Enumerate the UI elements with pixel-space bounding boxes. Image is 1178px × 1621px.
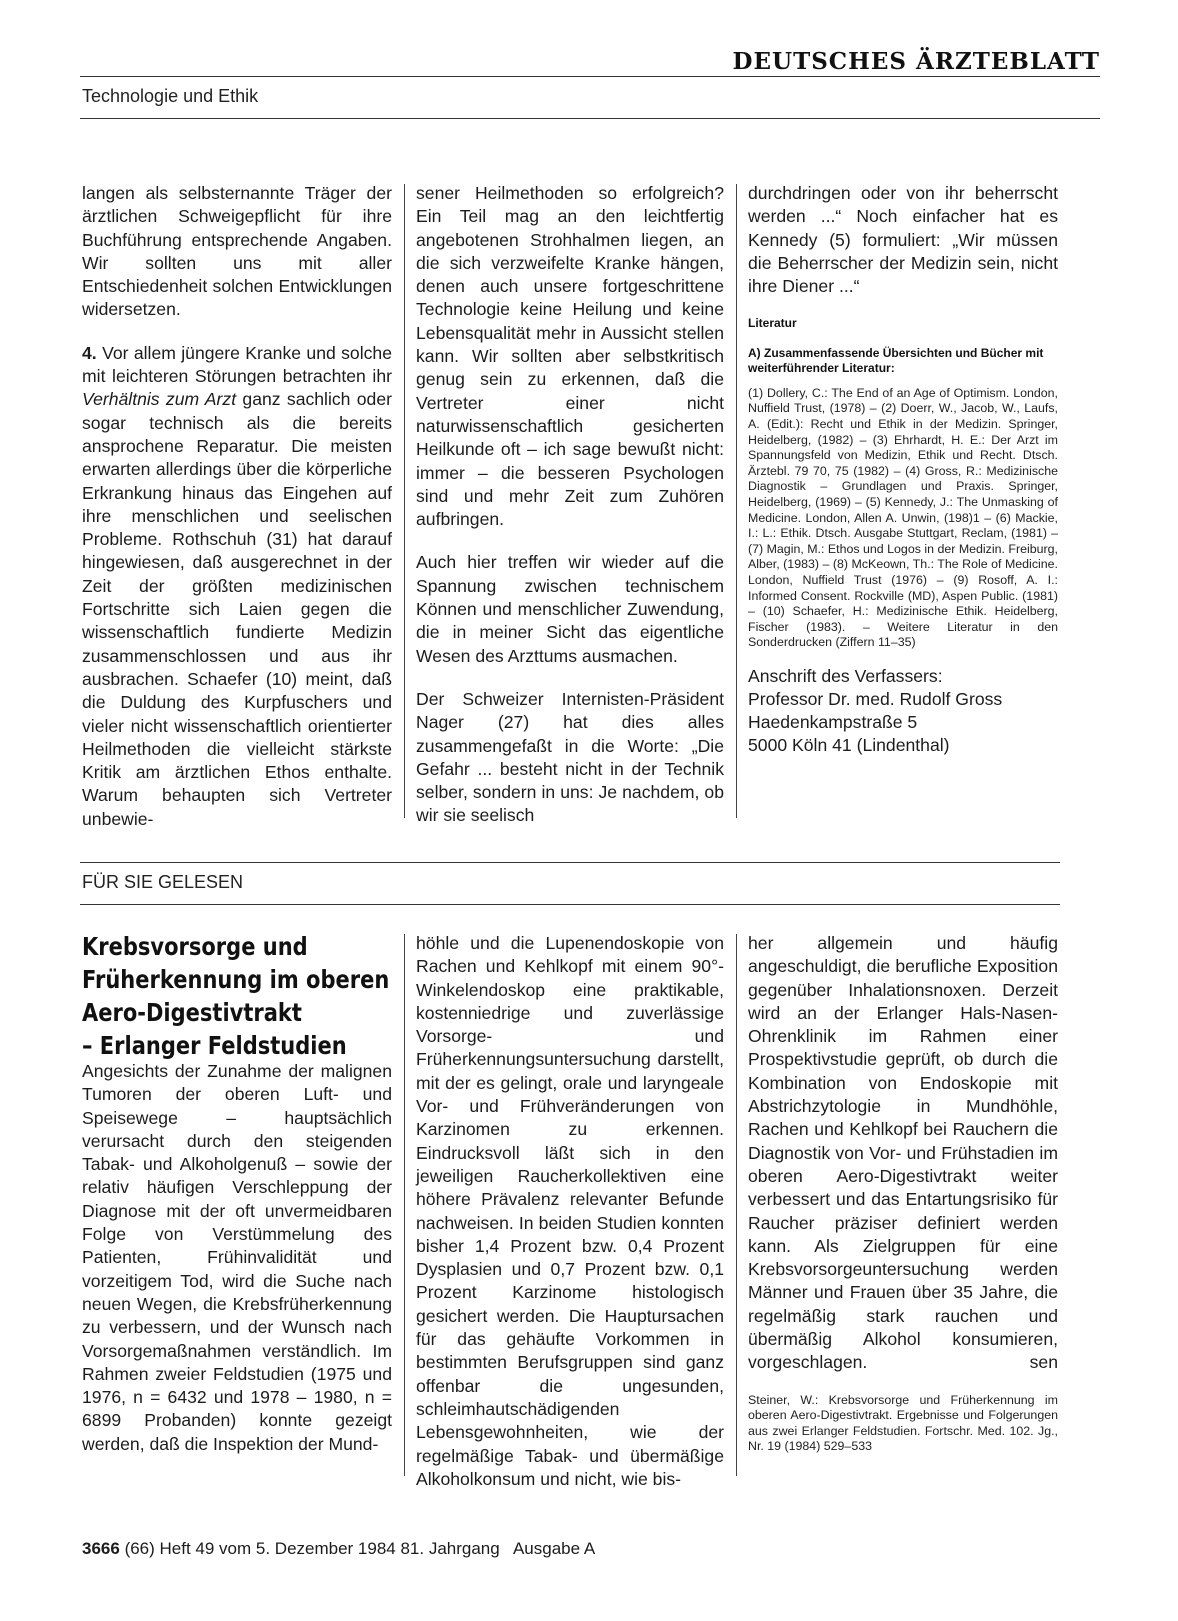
literature-subtitle: A) Zusammenfassende Übersichten und Bücher mit weiterführender Literatur:	[748, 345, 1044, 375]
article1-col2	[416, 182, 724, 848]
section2-label: FÜR SIE GELESEN	[82, 872, 244, 892]
literature-title: Literatur	[748, 316, 797, 331]
address-street: Haedenkampstraße 5	[748, 711, 918, 732]
address-label: Anschrift des Verfassers:	[748, 665, 943, 686]
literature-list: (1) Dollery, C.: The End of an Age of Optimism. London, Nuffield Trust, (1978) – (2) Doerr, W., Jacob, W., Laufs, A. (Edit.): Recht und Ethik in der Medizin. Springer, Heidelberg, (1982) – (3) Ehrhardt, H. E.: Der Arzt im Spannungsfeld von Medizin, Ethik und Recht. Dtsch. Ärztebl. 79 70, 75 (1982) – (4) Gross, R.: Medizinische Diagnostik – Grundlagen und Praxis. Springer, Heidelberg, (1969) – (5) Kennedy, J.: The Unmasking of Medicine. London, Allen A. Unwin, (198)1 – (6) Mackie, I.: L.: Ethik. Dtsch. Ausgabe Stuttgart, Reclam, (1981) – (7) Magin, M.: Ethos und Logos in der Medizin. Freiburg, Alber, (1983) – (8) McKeown, Th.: The Role of Medicine. London, Nuffield Trust (1976) – (9) Rosoff, A. I.: Informed Consent. Rockville (MD), Aspen Public. (1981) – (10) Schaefer, H.: Medizinische Ethik. Heidelberg, Fischer (1983). – Weitere Literatur in den Sonderdrucken (Ziffern 11–35)	[748, 385, 1058, 650]
article1-col1-p2: 4. Vor allem jüngere Kranke und solche mit leichteren Störungen betrachten ihr Verhältnis zum Arzt ganz sachlich oder sogar technisch als die bereits ansprochene Reparatur. Die meisten erwarten allerdings über die körperliche Erkrankung hinaus das Eingehen auf ihre menschlichen und seelischen Probleme. Rothschuh (31) hat darauf hingewiesen, daß ausgerechnet in der Zeit der größten medizinischen Fortschritte sich Laien gegen die wissenschaftlich fundierte Medizin zusammenschlossen und aus ihr ausbrachen. Schaefer (10) meint, daß die Duldung des Kurpfuschers und vieler nicht wissenschaftlich orientierter Heilmethoden die vielleicht stärkste Kritik am ärztlichen Ethos enthalte. Warum behaupten sich Vertreter unbewie-	[82, 342, 392, 829]
citation: Steiner, W.: Krebsvorsorge und Früherkennung im oberen Aero-Digestivtrakt. Ergebnisse und Folgerungen aus zwei Erlanger Feldstudien. Fortschr. Med. 102. Jg., Nr. 19 (1984) 529–533	[748, 1392, 1058, 1454]
section-label: Technologie und Ethik	[82, 86, 259, 106]
column-divider	[404, 184, 405, 818]
article1-col3-p1: durchdringen oder von ihr beherrscht werden ...“ Noch einfacher hat es Kennedy (5) formuliert: „Wir müssen die Beherrscher der Medizin sein, nicht ihre Diener ...“	[748, 183, 1058, 297]
section2-top-rule	[80, 862, 1060, 863]
page-footer	[82, 1539, 595, 1559]
page-number: 3666	[82, 1539, 120, 1558]
article2-col1: Angesichts der Zunahme der malignen Tumoren der oberen Luft- und Speisewege – hauptsächlich verursacht durch den steigenden Tabak- und Alkoholgenuß – sowie der relativ häufigen Verschleppung der Diagnose mit der oft unvermeidbaren Folge von Verstümmelung des Patienten, Frühinvalidität und vorzeitigem Tod, wird die Suche nach neuen Wegen, die Krebsfrüherkennung zu verbessern, und der Wunsch nach Vorsorgemaßnahmen verständlich. Im Rahmen zweier Feldstudien (1975 und 1976, n = 6432 und 1978 – 1980, n = 6899 Probanden) konnte gezeigt werden, daß die Inspektion der Mund-	[82, 1061, 392, 1454]
article2-headline: Krebsvorsorge und Früherkennung im oberen Aero-Digestivtrakt – Erlanger Feldstudien	[82, 932, 390, 1060]
article2-col2: höhle und die Lupenendoskopie von Rachen und Kehlkopf mit einem 90°-Winkelendoskop eine praktikable, kostenniedrige und zuverlässige Vorsorge- und Früherkennungsuntersuchung darstellt, mit der es gelingt, orale und laryngeale Vor- und Frühveränderungen von Karzinomen zu erkennen. Eindrucksvoll läßt sich in den jeweiligen Raucherkollektiven eine höhere Prävalenz relevanter Befunde nachweisen. In beiden Studien konnten bisher 1,4 Prozent bzw. 0,4 Prozent Dysplasien und 0,7 Prozent bzw. 0,1 Prozent Karzinome histologisch gesichert werden. Die Hauptursachen für das gehäufte Vorkommen in bestimmten Berufsgruppen sind ganz offenbar die ungesunden, schleimhautschädigenden Lebensgewohnheiten, wie der regelmäßige Tabak- und übermäßige Alkoholkonsum und nicht, wie bis-	[416, 933, 724, 1489]
emphasis: Verhältnis zum Arzt	[82, 389, 237, 410]
article1-col2-p1: sener Heilmethoden so erfolgreich? Ein Teil mag an den leichtfertig angebotenen Strohhalmen liegen, an die sich verzweifelte Kranke hängen, denen auch unsere fortgeschrittene Technologie keine Heilung und keine Lebensqualität mehr in Aussicht stellen kann. Wir sollten aber selbstkritisch genug sein zu erkennen, daß die Vertreter einer nicht naturwissenschaftlich gesicherten Heilkunde oft – ich sage bewußt nicht: immer – die besseren Psychologen sind und mehr Zeit zum Zuhören aufbringen.	[416, 183, 724, 530]
masthead-rule	[80, 76, 1100, 77]
address-city: 5000 Köln 41 (Lindenthal)	[748, 734, 950, 755]
section2-bottom-rule	[80, 904, 1060, 905]
article1-col3	[748, 182, 1058, 757]
item-number: 4.	[82, 342, 97, 363]
article1-col1-p1: langen als selbsternannte Träger der ärztlichen Schweigepflicht für ihre Buchführung entsprechende Angaben. Wir sollten uns mit aller Entschiedenheit solchen Entwicklungen widersetzen.	[82, 183, 392, 320]
article1-col1	[82, 182, 392, 851]
article1-col2-p3: Der Schweizer Internisten-Präsident Nager (27) hat dies alles zusammengefaßt in die Worte: „Die Gefahr ... besteht nicht in der Technik selber, sondern in uns: Je nachdem, ob wir sie seelisch	[416, 688, 724, 826]
author-address	[748, 665, 1058, 757]
article2-col3: her allgemein und häufig angeschuldigt, die berufliche Exposition gegenüber Inhalationsnoxen. Derzeit wird an der Erlanger Hals-Nasen-Ohrenklinik im Rahmen einer Prospektivstudie geprüft, ob durch die Kombination von Endoskopie mit Abstrichzytologie in Mundhöhle, Rachen und Kehlkopf bei Rauchern die Diagnostik von Vor- und Frühstadien im oberen Aero-Digestivtrakt weiter verbessert und das Entartungsrisiko für Raucher präziser definiert werden kann. Als Zielgruppen für eine Krebsvorsorgeuntersuchung werden Männer und Frauen über 35 Jahre, die regelmäßig stark rauchen und übermäßig Alkohol konsumieren, vorgeschlagen. sen Steiner, W.: Krebsvorsorge und Früherkennung im oberen Aero-Digestivtrakt. Ergebnisse und Folgerungen aus zwei Erlanger Feldstudien. Fortschr. Med. 102. Jg., Nr. 19 (1984) 529–533	[748, 933, 1058, 1454]
article1-col2-p2: Auch hier treffen wir wieder auf die Spannung zwischen technischem Können und menschlicher Zuwendung, die in meiner Sicht das eigentliche Wesen des Arzttums ausmachen.	[416, 552, 724, 666]
address-name: Professor Dr. med. Rudolf Gross	[748, 688, 1003, 709]
issue-info: (66) Heft 49 vom 5. Dezember 1984 81. Jahrgang Ausgabe A	[124, 1539, 596, 1558]
column-divider	[736, 184, 737, 818]
column-divider	[404, 934, 405, 1476]
column-divider	[736, 934, 737, 1476]
masthead: DEUTSCHES ÄRZTEBLATT	[732, 48, 1100, 75]
author-initials: sen	[1029, 1352, 1058, 1373]
section-rule	[80, 118, 1100, 119]
